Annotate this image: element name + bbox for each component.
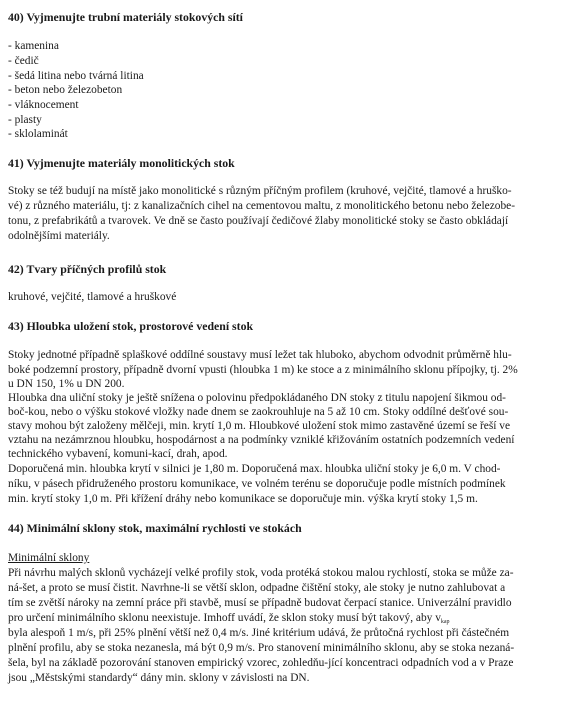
list-item: - vláknocement: [8, 99, 79, 111]
paragraph-text: pro určení minimálního sklonu neexistuje. Imhoff uvádí, že sklon stoky musí být takový, aby v: [8, 612, 441, 624]
paragraph-line: Doporučená min. hloubka krytí v silnici je 1,80 m. Doporučená max. hloubka uliční stoky je 6,0 m. V chod-: [8, 463, 501, 475]
paragraph-line: boč-kou, nebo o výšku stokové vložky nade dnem se zaokrouhluje na 5 až 10 cm. Stoky oddílné dešťové sou-: [8, 406, 509, 418]
paragraph-line: jsou „Městskými standardy“ dány min. sklony v závislosti na DN.: [8, 672, 310, 684]
paragraph-line: tonu, z prefabrikátů a tvarovek. Ve dně se často používají čedičové žlaby monolitické stoky se často obkládají: [8, 215, 509, 227]
paragraph-line: boké podzemní prostory, případně dvorní vpusti (hloubka 1 m) ke stoce a z minimálního sklonu přípojky, tj. 2%: [8, 364, 518, 376]
paragraph-line: technického vybavení, komuni-kací, drah, apod.: [8, 448, 228, 460]
heading-44: 44) Minimální sklony stok, maximální rychlosti ve stokách: [8, 521, 302, 535]
paragraph-line: u DN 150, 1% u DN 200.: [8, 378, 125, 390]
paragraph-line: vztahu na nezámrznou hloubku, hospodárnost a na podmínky vzniklé křižováním ostatních podzemních vedení: [8, 434, 515, 446]
paragraph-line: plnění profilu, aby se stoka nezanesla, má být 0,9 m/s. Pro stanovení minimálního sklonu, aby se stoka nezaná-: [8, 642, 515, 654]
heading-42: 42) Tvary příčných profilů stok: [8, 262, 167, 276]
list-item: - plasty: [8, 114, 42, 126]
paragraph-line: níku, v pásech přidruženého prostoru komunikace, ve volném terénu se doporučuje podle místních podmínek: [8, 478, 506, 490]
paragraph-line: stavy mohou být založeny mělčeji, min. krytí 1,0 m. Hloubkové uložení stok mimo zastavěné území se řeší ve: [8, 420, 511, 432]
paragraph-line: Stoky jednotné případně splaškové oddílné soustavy musí ležet tak hluboko, abychom odvodnit průměrně hlu-: [8, 349, 512, 361]
list-item: - šedá litina nebo tvárná litina: [8, 70, 144, 82]
heading-40: 40) Vyjmenujte trubní materiály stokových sítí: [8, 10, 243, 24]
paragraph-line: byla alespoň 1 m/s, při 25% plnění větší než 0,4 m/s. Jiné kritérium udává, že průtočná rychlost při částečném: [8, 627, 510, 639]
heading-43: 43) Hloubka uložení stok, prostorové vedení stok: [8, 319, 254, 333]
paragraph-line: Stoky se též budují na místě jako monolitické s různým příčným profilem (kruhové, vejčité, tlamové a hruško-: [8, 185, 512, 197]
paragraph-line: min. krytí stoky 1,0 m. Při křížení dráhy nebo komunikace se doporučuje min. výška krytí stoky 1,5 m.: [8, 493, 478, 505]
list-item: - beton nebo železobeton: [8, 84, 123, 96]
list-item: - kamenina: [8, 40, 59, 52]
paragraph-line: Hloubka dna uliční stoky je ještě snížena o polovinu předpokládaného DN stoky z titulu napojení šikmou od-: [8, 392, 506, 404]
paragraph-line: ná-šet, a proto se musí čistit. Navrhne-li se větší sklon, odpadne čištění stoky, ale stoky je nutno zahlubovat a: [8, 582, 506, 594]
paragraph-line: šela, byl na základě pozorování stanoven empirický vzorec, zohledňu-jící koncentraci odpadních vod a v Praze: [8, 657, 514, 669]
subscript: kap: [440, 619, 450, 625]
paragraph-line: odolnějšími materiály.: [8, 230, 110, 242]
list-item: - čedič: [8, 55, 39, 67]
paragraph-line: kruhové, vejčité, tlamové a hruškové: [8, 291, 177, 303]
subheading: Minimální sklony: [8, 552, 90, 564]
paragraph-line: tím se zvětší nároky na zemní práce při stavbě, musí se případně budovat čerpací stanice. Univerzální pravidlo: [8, 597, 512, 609]
paragraph-line: Při návrhu malých sklonů vycházejí velké profily stok, voda protéká stokou malou rychlostí, stoka se může za-: [8, 567, 514, 579]
paragraph-line: vé) z různého materiálu, tj: z kanalizačních cihel na cementovou maltu, z monolitického betonu nebo železobe-: [8, 200, 515, 212]
heading-41: 41) Vyjmenujte materiály monolitických stok: [8, 156, 235, 170]
list-item: - sklolaminát: [8, 128, 68, 140]
